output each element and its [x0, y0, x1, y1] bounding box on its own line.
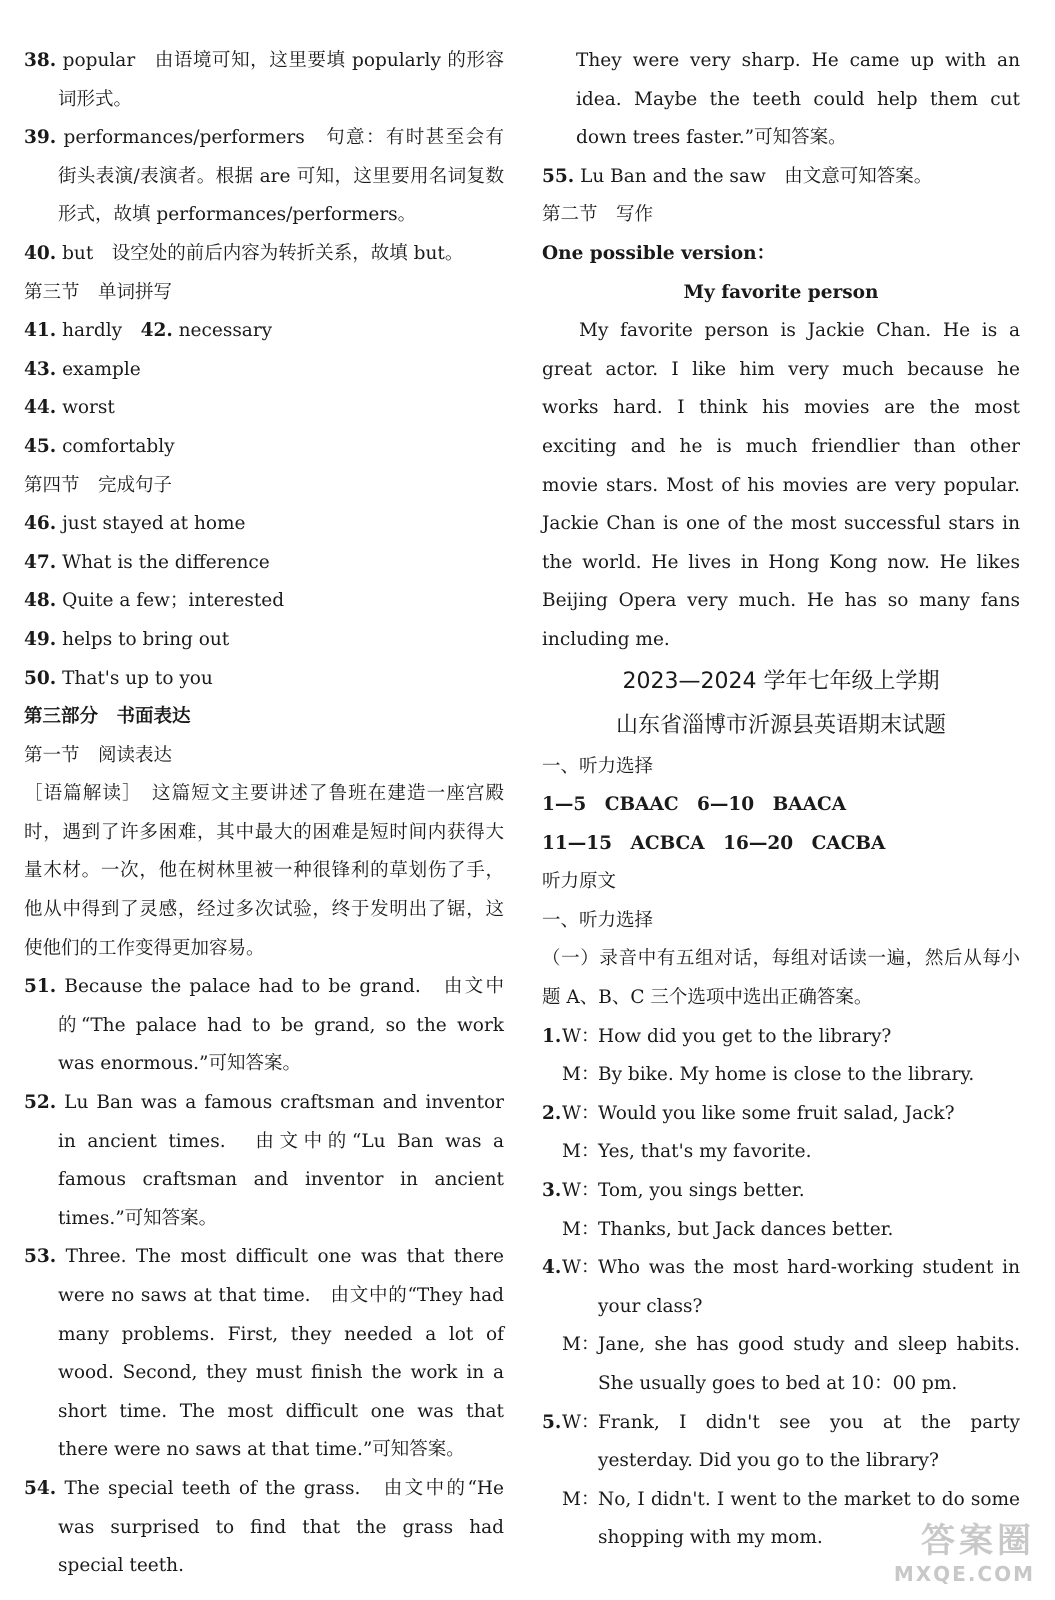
- item-text: That's up to you: [56, 667, 213, 689]
- dialogue-text: How did you get to the library?: [598, 1025, 892, 1047]
- section-heading: 听力原文: [542, 871, 617, 893]
- item-text: comfortably: [56, 435, 175, 457]
- answer-item: [24, 1238, 504, 1470]
- dialogue-text: By bike. My home is close to the library.: [598, 1064, 975, 1086]
- speaker-label: M：: [562, 1334, 600, 1356]
- answer-item: [24, 582, 504, 621]
- answer-item: [24, 660, 504, 699]
- dialogue-number: 2.: [542, 1102, 562, 1124]
- speaker-label: W：: [562, 1102, 600, 1124]
- paragraph: （一）录音中有五组对话，每组对话读一遍，然后从每小题 A、B、C 三个选项中选出正确答案。: [542, 948, 1020, 1009]
- dialogue-text: Jane, she has good study and sleep habits. She usually goes to bed at 10：00 pm.: [598, 1334, 1020, 1394]
- left-column: [24, 42, 504, 1586]
- speaker-label: M：: [562, 1064, 600, 1086]
- dialogue-line: [542, 1133, 1020, 1172]
- right-column: [542, 42, 1020, 1558]
- item-number: 42.: [140, 320, 173, 342]
- section-heading: 第一节 阅读表达: [24, 744, 173, 766]
- dialogue-text: Yes, that's my favorite.: [598, 1141, 812, 1163]
- item-text: Lu Ban and the saw 由文意可知答案。: [574, 165, 933, 187]
- section-heading: 第四节 完成句子: [24, 474, 173, 496]
- item-text: Quite a few；interested: [56, 590, 285, 612]
- answer-item: [24, 1084, 504, 1238]
- answer-item: [24, 42, 504, 119]
- item-number: 38.: [24, 50, 57, 71]
- speaker-label: W：: [562, 1180, 600, 1202]
- answer-item: [24, 119, 504, 235]
- item-text: Lu Ban was a famous craftsman and inventor in ancient times. 由文中的“Lu Ban was a famous craftsman and inventor in ancient times.”可知答案。: [56, 1092, 504, 1229]
- item-text: hardly: [56, 320, 141, 342]
- section-heading: 第三节 单词拼写: [24, 281, 173, 303]
- section-heading: 一、听力选择: [542, 909, 654, 931]
- item-number: 45.: [24, 435, 57, 457]
- item-number: 51.: [24, 976, 57, 998]
- dialogue-number: 5.: [542, 1411, 562, 1433]
- answer-key: 1—5 CBAAC 6—10 BAACA: [542, 794, 847, 816]
- item-text: just stayed at home: [56, 513, 246, 535]
- dialogue-line: [542, 1095, 1020, 1134]
- item-number: 53.: [24, 1246, 57, 1268]
- item-text: worst: [56, 397, 115, 419]
- item-number: 47.: [24, 551, 57, 573]
- item-number: 52.: [24, 1092, 57, 1114]
- paragraph: ［语篇解读］ 这篇短文主要讲述了鲁班在建造一座宫殿时，遇到了许多困难，其中最大的困难是短时间内获得大量木材。一次，他在树林里被一种很锋利的草划伤了手，他从中得到了灵感，经过多次试验，终于发明出了锯，这使他们的工作变得更加容易。: [24, 783, 504, 959]
- dialogue-line: [542, 1249, 1020, 1326]
- speaker-label: W：: [562, 1025, 600, 1047]
- speaker-label: M：: [562, 1218, 600, 1240]
- item-number: 41.: [24, 320, 57, 342]
- section-heading: 一、听力选择: [542, 755, 654, 777]
- answer-item: [24, 968, 504, 1084]
- answer-item: [24, 621, 504, 660]
- dialogue-line: [542, 1326, 1020, 1403]
- answer-item: [24, 1470, 504, 1586]
- dialogue-text: Tom, you sings better.: [598, 1180, 805, 1202]
- item-number: 49.: [24, 628, 57, 650]
- answer-item: [542, 158, 1020, 197]
- essay-body: My favorite person is Jackie Chan. He is a great actor. I like him very much because he works hard. I think his movies are the most exciting and he is much friendlier than other movie stars. Most of his movies are very popular. Jackie Chan is one of the most successful stars in the world. He lives in Hong Kong now. He likes Beijing Opera very much. He has so many fans including me.: [542, 320, 1020, 650]
- dialogue-number: 1.: [542, 1025, 562, 1047]
- dialogue-line: [542, 1018, 1020, 1057]
- dialogue-line: [542, 1172, 1020, 1211]
- essay-title: My favorite person: [683, 281, 879, 303]
- dialogue-line: [542, 1211, 1020, 1250]
- item-text: necessary: [172, 320, 273, 342]
- item-text: performances/performers 句意：有时甚至会有街头表演/表演者。根据 are 可知，这里要用名词复数形式，故填 performances/performers。: [56, 127, 504, 226]
- section-heading-bold: 第三部分 书面表达: [24, 706, 191, 728]
- item-number: 46.: [24, 513, 57, 535]
- item-text: example: [56, 358, 141, 380]
- exam-title: 2023—2024 学年七年级上学期: [622, 668, 940, 694]
- dialogue-text: Frank, I didn't see you at the party yesterday. Did you go to the library?: [598, 1411, 1020, 1472]
- section-heading: 第二节 写作: [542, 204, 654, 226]
- item-text: popular 由语境可知，这里要填 popularly 的形容词形式。: [56, 50, 504, 110]
- speaker-label: M：: [562, 1488, 600, 1510]
- answer-item: [24, 235, 504, 274]
- item-number: 55.: [542, 165, 575, 187]
- item-number: 39.: [24, 127, 57, 149]
- watermark-text: 答案圈: [921, 1521, 1035, 1561]
- speaker-label: M：: [562, 1141, 600, 1163]
- item-text: but 设空处的前后内容为转折关系，故填 but。: [56, 242, 464, 264]
- item-text: The special teeth of the grass. 由文中的“He was surprised to find that the grass had special teeth.: [56, 1477, 504, 1577]
- item-number: 48.: [24, 590, 57, 612]
- answer-item: [24, 389, 504, 428]
- answer-item: [24, 544, 504, 583]
- exam-title: 山东省淄博市沂源县英语期末试题: [615, 712, 946, 738]
- item-text: helps to bring out: [56, 628, 230, 650]
- answer-item: [24, 505, 504, 544]
- item-number: 43.: [24, 358, 57, 380]
- speaker-label: W：: [562, 1257, 600, 1279]
- item-number: 40.: [24, 242, 57, 264]
- watermark-logo: [894, 1513, 1035, 1586]
- item-text: Because the palace had to be grand. 由文中的“The palace had to be grand, so the work was enormous.”可知答案。: [56, 976, 504, 1075]
- speaker-label: W：: [562, 1411, 600, 1433]
- dialogue-number: 3.: [542, 1180, 562, 1202]
- section-heading-bold: One possible version：: [542, 242, 776, 264]
- dialogue-text: Would you like some fruit salad, Jack?: [598, 1102, 955, 1124]
- dialogue-line: [542, 1056, 1020, 1095]
- item-number: 44.: [24, 397, 57, 419]
- answer-item: [24, 351, 504, 390]
- dialogue-number: 4.: [542, 1257, 562, 1279]
- dialogue-line: [542, 1404, 1020, 1481]
- continued-text: They were very sharp. He came up with an idea. Maybe the teeth could help them cut down trees faster.”可知答案。: [576, 50, 1020, 149]
- answer-item: [24, 428, 504, 467]
- item-number: 50.: [24, 667, 57, 689]
- dialogue-text: Who was the most hard-working student in your class?: [598, 1257, 1020, 1317]
- dialogue-text: No, I didn't. I went to the market to do some shopping with my mom.: [598, 1488, 1020, 1549]
- answer-key: 11—15 ACBCA 16—20 CACBA: [542, 832, 886, 854]
- item-text: What is the difference: [56, 551, 270, 573]
- item-text: Three. The most difficult one was that there were no saws at that time. 由文中的“They had many problems. First, they needed a lot of wood. Second, they must finish the work in a short time. The most difficult one was that there were no saws at that time.”可知答案。: [56, 1246, 504, 1461]
- watermark-url: MXQE.COM: [893, 1562, 1035, 1586]
- dialogue-text: Thanks, but Jack dances better.: [598, 1218, 894, 1240]
- answer-item: [24, 312, 504, 351]
- item-number: 54.: [24, 1477, 57, 1499]
